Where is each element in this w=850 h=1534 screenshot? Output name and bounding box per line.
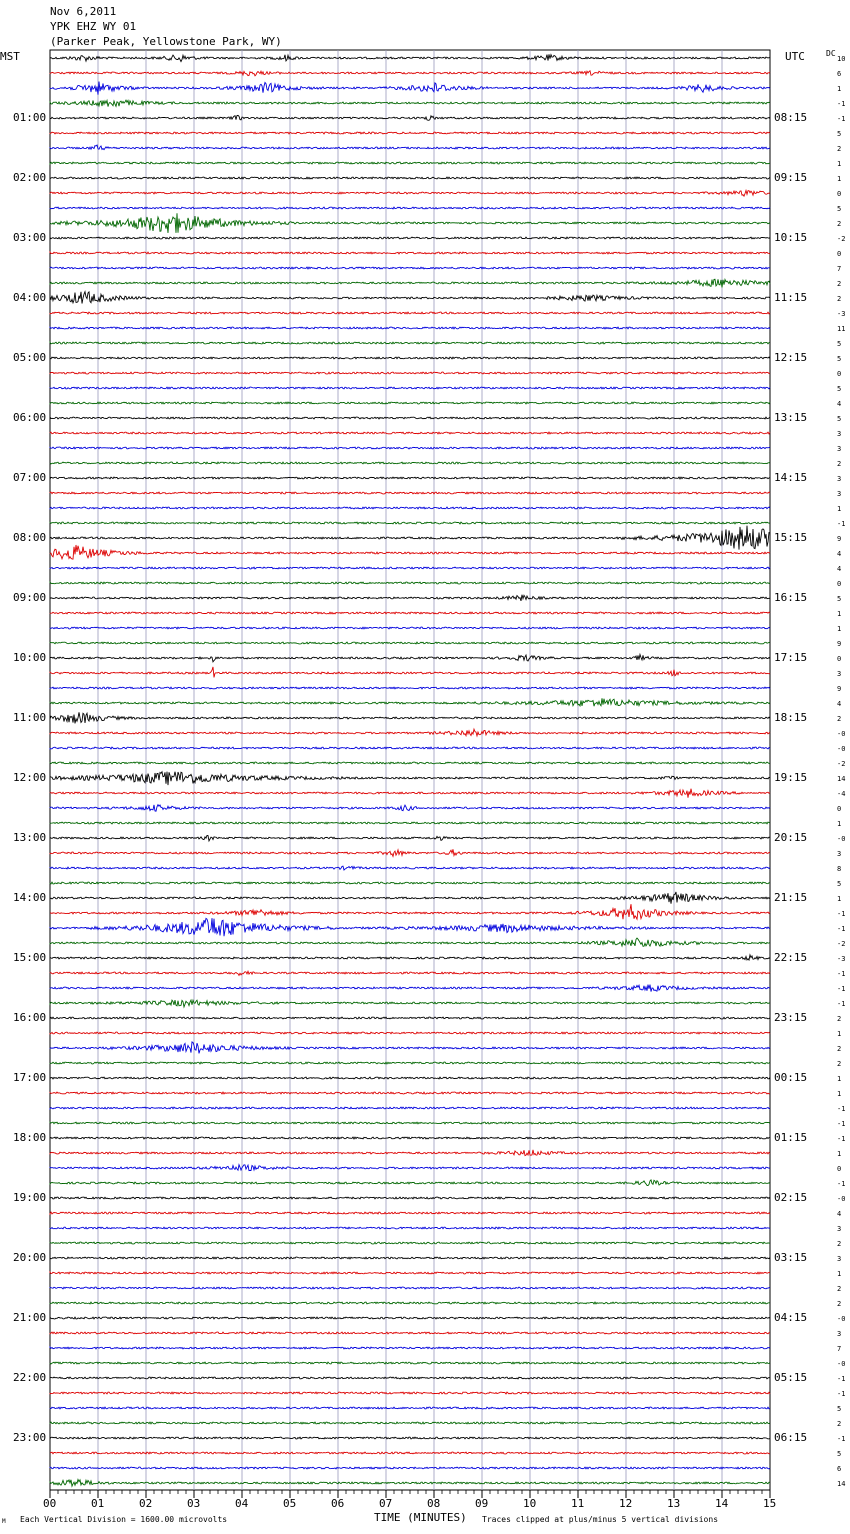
left-hour-label: 15:00 — [13, 951, 47, 964]
dc-offset-label: 2 — [837, 145, 842, 153]
trace-line — [50, 447, 770, 449]
left-hour-label: 11:00 — [13, 711, 47, 724]
trace-line — [50, 1302, 770, 1304]
dc-offset-label: 11 — [837, 325, 846, 333]
dc-offset-label: 1 — [837, 175, 842, 183]
dc-offset-label: 14 — [837, 1480, 846, 1488]
trace-line — [50, 1107, 770, 1109]
trace-line — [50, 882, 770, 884]
dc-offset-label: -2 — [837, 235, 846, 243]
dc-offset-label: 2 — [837, 460, 842, 468]
left-hour-label: 12:00 — [13, 771, 47, 784]
dc-offset-label: -0 — [837, 730, 846, 738]
trace-line — [50, 687, 770, 689]
trace-line — [50, 162, 770, 164]
dc-offset-label: 4 — [837, 550, 842, 558]
dc-offset-label: 3 — [837, 1225, 842, 1233]
left-hour-label: 19:00 — [13, 1191, 47, 1204]
left-hour-label: 17:00 — [13, 1071, 47, 1084]
dc-offset-label: -1 — [837, 1135, 846, 1143]
dc-offset-label: 2 — [837, 1015, 842, 1023]
trace-line — [50, 729, 770, 736]
dc-offset-label: -2 — [837, 760, 846, 768]
x-tick-label: 09 — [475, 1497, 489, 1510]
trace-line — [50, 417, 770, 419]
x-tick-label: 15 — [763, 1497, 777, 1510]
trace-line — [50, 892, 770, 904]
header-date: Nov 6,2011 — [50, 5, 117, 18]
scale-note: Each Vertical Division = 1600.00 microvolts — [20, 1515, 228, 1524]
x-tick-label: 13 — [667, 1497, 681, 1510]
dc-offset-label: -0 — [837, 1360, 846, 1368]
dc-offset-label: 3 — [837, 850, 842, 858]
right-hour-label: 12:15 — [774, 351, 808, 364]
header-station: YPK EHZ WY 01 — [50, 20, 137, 33]
trace-line — [50, 955, 770, 960]
trace-line — [50, 526, 770, 550]
dc-offset-label: 3 — [837, 1255, 842, 1263]
dc-offset-label: 2 — [837, 1420, 842, 1428]
left-hour-label: 06:00 — [13, 411, 47, 424]
dc-offset-label: 1 — [837, 625, 842, 633]
dc-offset-label: 3 — [837, 1330, 842, 1338]
dc-offset-label: -1 — [837, 910, 846, 918]
trace-line — [50, 1422, 770, 1424]
dc-offset-label: 1 — [837, 1030, 842, 1038]
left-hour-label: 20:00 — [13, 1251, 47, 1264]
x-tick-label: 06 — [331, 1497, 345, 1510]
trace-line — [50, 82, 770, 95]
left-hour-label: 08:00 — [13, 531, 47, 544]
left-hour-label: 18:00 — [13, 1131, 47, 1144]
dc-offset-label: -0 — [837, 835, 846, 843]
dc-offset-label: 0 — [837, 370, 842, 378]
dc-offset-label: 1 — [837, 505, 842, 513]
trace-line — [50, 145, 770, 150]
trace-line — [50, 1407, 770, 1409]
trace-line — [50, 655, 770, 662]
x-tick-label: 12 — [619, 1497, 633, 1510]
trace-line — [50, 1452, 770, 1454]
trace-line — [50, 462, 770, 464]
dc-offset-label: 1 — [837, 1075, 842, 1083]
trace-line — [50, 1332, 770, 1334]
trace-line — [50, 252, 770, 254]
dc-offset-label: -0 — [837, 745, 846, 753]
trace-line — [50, 595, 770, 601]
trace-line — [50, 545, 770, 559]
trace-line — [50, 985, 770, 992]
dc-offset-label: 5 — [837, 415, 842, 423]
left-zone-label: MST — [0, 50, 20, 63]
trace-line — [50, 698, 770, 706]
x-tick-label: 14 — [715, 1497, 729, 1510]
dc-offset-label: -0 — [837, 1315, 846, 1323]
right-hour-label: 04:15 — [774, 1311, 808, 1324]
dc-offset-label: 1 — [837, 895, 842, 903]
x-tick-label: 11 — [571, 1497, 585, 1510]
left-hour-label: 04:00 — [13, 291, 47, 304]
left-hour-label: 02:00 — [13, 171, 47, 184]
corner-mark: M — [2, 1518, 6, 1525]
x-tick-label: 03 — [187, 1497, 201, 1510]
dc-offset-label: 7 — [837, 265, 842, 273]
left-hour-label: 14:00 — [13, 891, 47, 904]
dc-offset-label: 14 — [837, 775, 846, 783]
dc-offset-label: 0 — [837, 1165, 842, 1173]
trace-line — [50, 432, 770, 434]
trace-line — [50, 1362, 770, 1364]
trace-line — [50, 1077, 770, 1079]
dc-offset-label: 9 — [837, 640, 842, 648]
dc-offset-label: 9 — [837, 685, 842, 693]
x-tick-label: 01 — [91, 1497, 105, 1510]
trace-line — [50, 292, 770, 304]
trace-line — [50, 191, 770, 197]
dc-offset-label: 5 — [837, 1405, 842, 1413]
dc-offset-label: 0 — [837, 580, 842, 588]
dc-offset-label: 5 — [837, 205, 842, 213]
dc-offset-label: 6 — [837, 1465, 842, 1473]
dc-offset-label: 5 — [837, 355, 842, 363]
right-hour-label: 03:15 — [774, 1251, 808, 1264]
right-hour-label: 17:15 — [774, 651, 808, 664]
dc-offset-label: 1 — [837, 1270, 842, 1278]
right-hour-label: 02:15 — [774, 1191, 808, 1204]
dc-offset-label: 6 — [837, 70, 842, 78]
x-tick-label: 07 — [379, 1497, 393, 1510]
dc-offset-label: -3 — [837, 955, 846, 963]
trace-line — [50, 1377, 770, 1379]
dc-offset-label: 5 — [837, 595, 842, 603]
trace-line — [50, 627, 770, 629]
trace-line — [50, 712, 770, 723]
dc-offset-label: 2 — [837, 295, 842, 303]
dc-offset-label: 3 — [837, 445, 842, 453]
dc-offset-label: -1 — [837, 115, 846, 123]
trace-line — [50, 849, 770, 856]
dc-offset-label: -0 — [837, 1195, 846, 1203]
dc-offset-label: 3 — [837, 475, 842, 483]
left-hour-label: 21:00 — [13, 1311, 47, 1324]
trace-line — [50, 213, 770, 233]
trace-line — [50, 866, 770, 870]
dc-offset-label: 4 — [837, 1210, 842, 1218]
dc-offset-label: 9 — [837, 535, 842, 543]
trace-line — [50, 582, 770, 584]
trace-line — [50, 267, 770, 269]
x-axis-title: TIME (MINUTES) — [374, 1511, 467, 1524]
right-hour-label: 01:15 — [774, 1131, 808, 1144]
trace-line — [50, 1165, 770, 1171]
trace-line — [50, 477, 770, 479]
trace-line — [50, 762, 770, 764]
trace-line — [50, 1150, 770, 1156]
trace-line — [50, 54, 770, 61]
dc-offset-label: 2 — [837, 1240, 842, 1248]
dc-offset-label: -1 — [837, 985, 846, 993]
left-hour-label: 05:00 — [13, 351, 47, 364]
right-hour-label: 10:15 — [774, 231, 808, 244]
left-hour-label: 13:00 — [13, 831, 47, 844]
dc-offset-label: -4 — [837, 790, 846, 798]
dc-label: DC — [826, 49, 836, 58]
dc-offset-label: 0 — [837, 805, 842, 813]
dc-offset-label: -1 — [837, 1120, 846, 1128]
dc-offset-label: 0 — [837, 655, 842, 663]
dc-offset-label: -1 — [837, 1375, 846, 1383]
trace-line — [50, 667, 770, 678]
dc-offset-label: -1 — [837, 520, 846, 528]
trace-line — [50, 522, 770, 524]
trace-line — [50, 492, 770, 494]
dc-offset-label: 5 — [837, 385, 842, 393]
trace-line — [50, 1347, 770, 1349]
trace-line — [50, 904, 770, 919]
dc-offset-label: 1 — [837, 85, 842, 93]
trace-line — [50, 115, 770, 120]
trace-line — [50, 132, 770, 134]
dc-offset-label: -1 — [837, 100, 846, 108]
trace-line — [50, 1122, 770, 1124]
dc-offset-label: 3 — [837, 490, 842, 498]
trace-line — [50, 71, 770, 76]
trace-line — [50, 387, 770, 389]
trace-line — [50, 1092, 770, 1094]
trace-line — [50, 1197, 770, 1199]
dc-offset-label: -1 — [837, 1390, 846, 1398]
x-tick-label: 05 — [283, 1497, 297, 1510]
dc-offset-label: 0 — [837, 190, 842, 198]
trace-line — [50, 1242, 770, 1244]
right-hour-label: 22:15 — [774, 951, 808, 964]
trace-line — [50, 237, 770, 239]
dc-offset-label: 1 — [837, 1090, 842, 1098]
trace-line — [50, 1180, 770, 1186]
trace-line — [50, 1272, 770, 1274]
dc-offset-label: 5 — [837, 880, 842, 888]
trace-line — [50, 1317, 770, 1319]
dc-offset-label: 4 — [837, 400, 842, 408]
trace-line — [50, 747, 770, 749]
trace-line — [50, 789, 770, 798]
right-hour-label: 21:15 — [774, 891, 808, 904]
trace-line — [50, 357, 770, 359]
dc-offset-label: -1 — [837, 925, 846, 933]
trace-line — [50, 1392, 770, 1394]
dc-offset-label: -1 — [837, 1105, 846, 1113]
trace-line — [50, 100, 770, 107]
dc-offset-label: -1 — [837, 1180, 846, 1188]
dc-offset-label: 4 — [837, 700, 842, 708]
right-hour-label: 20:15 — [774, 831, 808, 844]
right-hour-label: 06:15 — [774, 1431, 808, 1444]
right-hour-label: 05:15 — [774, 1371, 808, 1384]
right-hour-label: 11:15 — [774, 291, 808, 304]
left-hour-label: 22:00 — [13, 1371, 47, 1384]
dc-offset-label: 1 — [837, 820, 842, 828]
dc-offset-label: 1 — [837, 160, 842, 168]
right-hour-label: 00:15 — [774, 1071, 808, 1084]
trace-line — [50, 372, 770, 374]
dc-offset-label: -1 — [837, 1435, 846, 1443]
trace-line — [50, 1212, 770, 1214]
right-hour-label: 14:15 — [774, 471, 808, 484]
header-location: (Parker Peak, Yellowstone Park, WY) — [50, 35, 282, 48]
dc-offset-label: 2 — [837, 280, 842, 288]
dc-offset-label: 1 — [837, 1150, 842, 1158]
trace-line — [50, 1437, 770, 1439]
trace-line — [50, 279, 770, 287]
trace-line — [50, 805, 770, 812]
dc-offset-label: 5 — [837, 1450, 842, 1458]
x-tick-label: 08 — [427, 1497, 441, 1510]
x-tick-label: 04 — [235, 1497, 249, 1510]
trace-line — [50, 1137, 770, 1139]
trace-line — [50, 402, 770, 404]
right-zone-label: UTC — [785, 50, 805, 63]
left-hour-label: 10:00 — [13, 651, 47, 664]
trace-line — [50, 312, 770, 314]
right-hour-label: 16:15 — [774, 591, 808, 604]
dc-offset-label: 2 — [837, 1060, 842, 1068]
dc-offset-label: 4 — [837, 565, 842, 573]
dc-offset-label: -3 — [837, 310, 846, 318]
x-tick-label: 02 — [139, 1497, 153, 1510]
trace-line — [50, 1257, 770, 1259]
trace-line — [50, 1467, 770, 1469]
right-hour-label: 18:15 — [774, 711, 808, 724]
x-tick-label: 00 — [43, 1497, 57, 1510]
right-hour-label: 13:15 — [774, 411, 808, 424]
trace-line — [50, 1227, 770, 1229]
dc-offset-label: 7 — [837, 1345, 842, 1353]
trace-line — [50, 1042, 770, 1054]
trace-line — [50, 836, 770, 841]
dc-offset-label: 2 — [837, 1300, 842, 1308]
dc-offset-label: 3 — [837, 430, 842, 438]
trace-line — [50, 642, 770, 644]
dc-offset-label: 5 — [837, 130, 842, 138]
trace-line — [50, 342, 770, 344]
dc-offset-label: -1 — [837, 1000, 846, 1008]
trace-line — [50, 327, 770, 329]
dc-offset-label: 2 — [837, 1045, 842, 1053]
left-hour-label: 03:00 — [13, 231, 47, 244]
right-hour-label: 19:15 — [774, 771, 808, 784]
dc-offset-label: 2 — [837, 715, 842, 723]
dc-offset-label: 0 — [837, 250, 842, 258]
trace-line — [50, 772, 770, 785]
dc-offset-label: -1 — [837, 970, 846, 978]
trace-line — [50, 507, 770, 509]
dc-offset-label: 10 — [837, 55, 846, 63]
trace-line — [50, 1287, 770, 1289]
dc-offset-label: 2 — [837, 220, 842, 228]
left-hour-label: 07:00 — [13, 471, 47, 484]
left-hour-label: 01:00 — [13, 111, 47, 124]
right-hour-label: 23:15 — [774, 1011, 808, 1024]
dc-offset-label: -2 — [837, 940, 846, 948]
x-tick-label: 10 — [523, 1497, 537, 1510]
trace-line — [50, 1000, 770, 1007]
trace-line — [50, 971, 770, 975]
trace-line — [50, 1480, 770, 1487]
trace-line — [50, 567, 770, 569]
dc-offset-label: 8 — [837, 865, 842, 873]
dc-offset-label: 2 — [837, 1285, 842, 1293]
trace-line — [50, 177, 770, 179]
right-hour-label: 15:15 — [774, 531, 808, 544]
clip-note: Traces clipped at plus/minus 5 vertical divisions — [482, 1515, 719, 1524]
trace-line — [50, 1017, 770, 1019]
right-hour-label: 09:15 — [774, 171, 808, 184]
dc-offset-label: 5 — [837, 340, 842, 348]
trace-line — [50, 207, 770, 209]
trace-line — [50, 938, 770, 946]
trace-line — [50, 1032, 770, 1034]
dc-offset-label: 1 — [837, 610, 842, 618]
left-hour-label: 23:00 — [13, 1431, 47, 1444]
left-hour-label: 16:00 — [13, 1011, 47, 1024]
trace-line — [50, 1062, 770, 1064]
right-hour-label: 08:15 — [774, 111, 808, 124]
trace-line — [50, 612, 770, 614]
left-hour-label: 09:00 — [13, 591, 47, 604]
trace-line — [50, 822, 770, 824]
trace-line — [50, 918, 770, 936]
dc-offset-label: 3 — [837, 670, 842, 678]
